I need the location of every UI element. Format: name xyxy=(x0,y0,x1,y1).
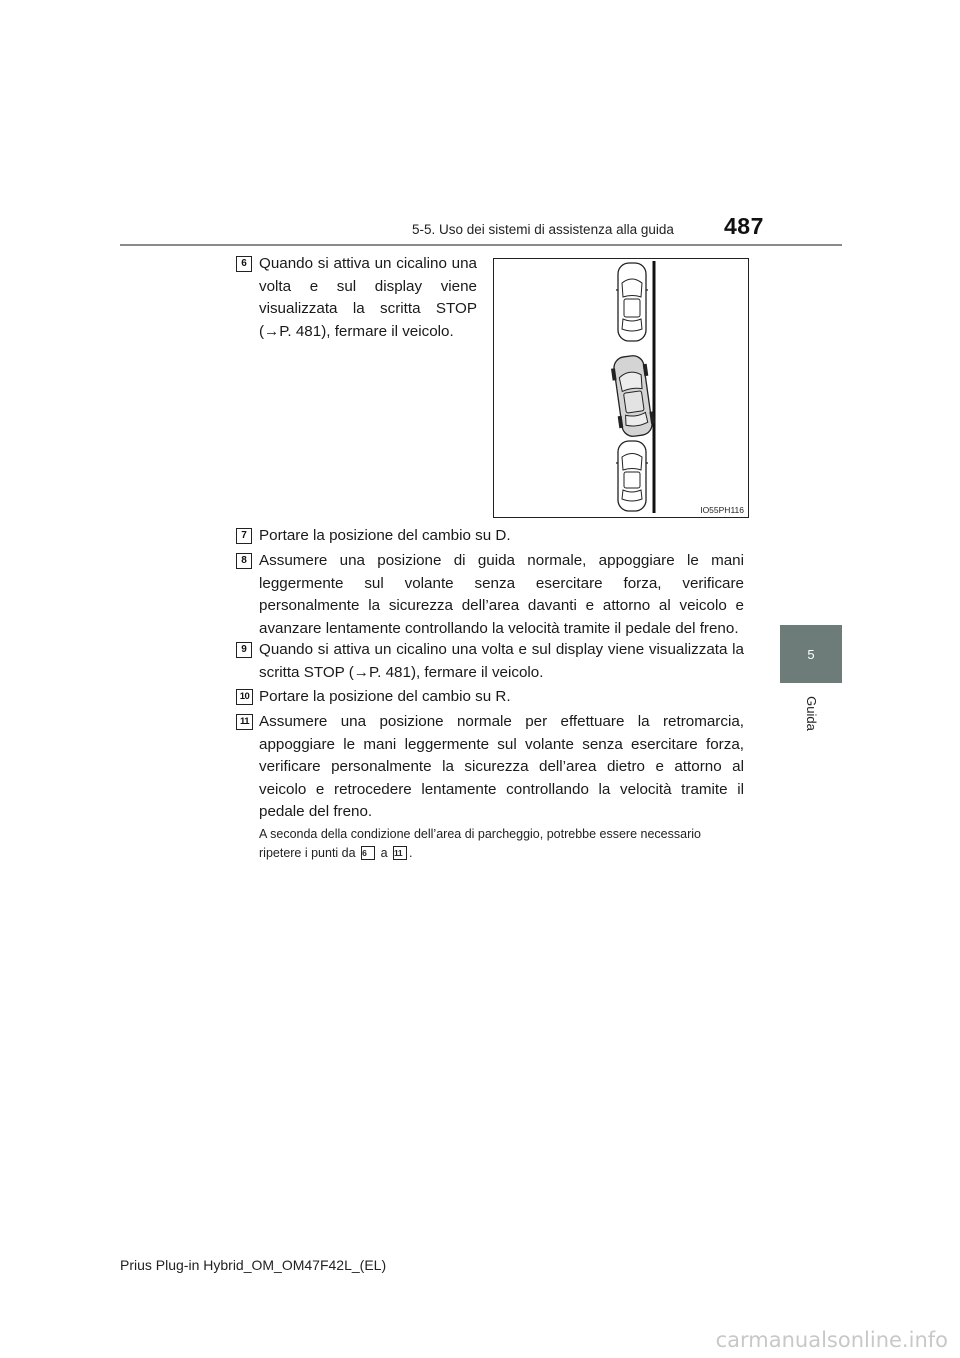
note-badge-to: 11 xyxy=(393,846,407,860)
watermark: carmanualsonline.info xyxy=(715,1328,948,1352)
step-text-10: Portare la posizione del cambio su R. xyxy=(259,688,511,705)
step-badge-9: 9 xyxy=(236,642,252,658)
note-line-1: A seconda della condizione dell’area di parcheggio, potrebbe essere necessario xyxy=(259,827,701,841)
chapter-label xyxy=(776,683,846,743)
repeat-steps-note xyxy=(259,825,744,863)
step-text-11: Assumere una posizione normale per effettuare la retromarcia, appoggiare le mani leggermente sul volante senza esercitare forza, verificare personalmente la sicurezza dell’area dietro e attorno al veicolo e retrocedere lentamente controllando la velocità tramite il pedale del freno. xyxy=(259,713,744,820)
step-text-7: Portare la posizione del cambio su D. xyxy=(259,527,511,544)
step-text-9: Quando si attiva un cicalino una volta e sul display viene visualizzata la scritta STOP (→P. 481), fermare il veicolo. xyxy=(259,641,744,681)
section-title: 5-5. Uso dei sistemi di assistenza alla guida xyxy=(412,222,674,237)
step-badge-11: 11 xyxy=(236,714,253,730)
parked-car-front-icon xyxy=(616,263,648,341)
page-number: 487 xyxy=(724,213,764,239)
parking-diagram xyxy=(494,259,748,517)
note-joiner: a xyxy=(380,846,388,860)
chapter-tab[interactable] xyxy=(780,625,842,683)
note-suffix: . xyxy=(409,846,413,860)
maneuvering-car-icon xyxy=(610,354,657,438)
parked-car-rear-icon xyxy=(616,441,648,511)
chapter-number: 5 xyxy=(807,646,815,662)
step-text-8: Assumere una posizione di guida normale, appoggiare le mani leggermente sul volante senza esercitare forza, verificare personalmente la sicurezza dell’area davanti e attorno al veicolo e avanzare lentamente controllando la velocità tramite il pedale del freno. xyxy=(259,552,744,637)
note-badge-from: 6 xyxy=(361,846,375,860)
chapter-label-text: Guida xyxy=(803,695,819,731)
step-badge-8: 8 xyxy=(236,553,252,569)
step-badge-10: 10 xyxy=(236,689,253,705)
note-line-2 xyxy=(259,844,744,863)
step-badge-6: 6 xyxy=(236,256,252,272)
note-prefix: ripetere i punti da xyxy=(259,846,356,860)
manual-footer: Prius Plug-in Hybrid_OM_OM47F42L_(EL) xyxy=(120,1257,387,1273)
step-badge-7: 7 xyxy=(236,528,252,544)
figure-code: IO55PH116 xyxy=(700,505,744,515)
parking-illustration xyxy=(493,258,749,518)
header-divider xyxy=(120,244,842,246)
step-text-6: Quando si attiva un cicalino una volta e sul display viene visualizzata la scritta STOP (→P. 481), fermare il veicolo. xyxy=(259,255,477,340)
